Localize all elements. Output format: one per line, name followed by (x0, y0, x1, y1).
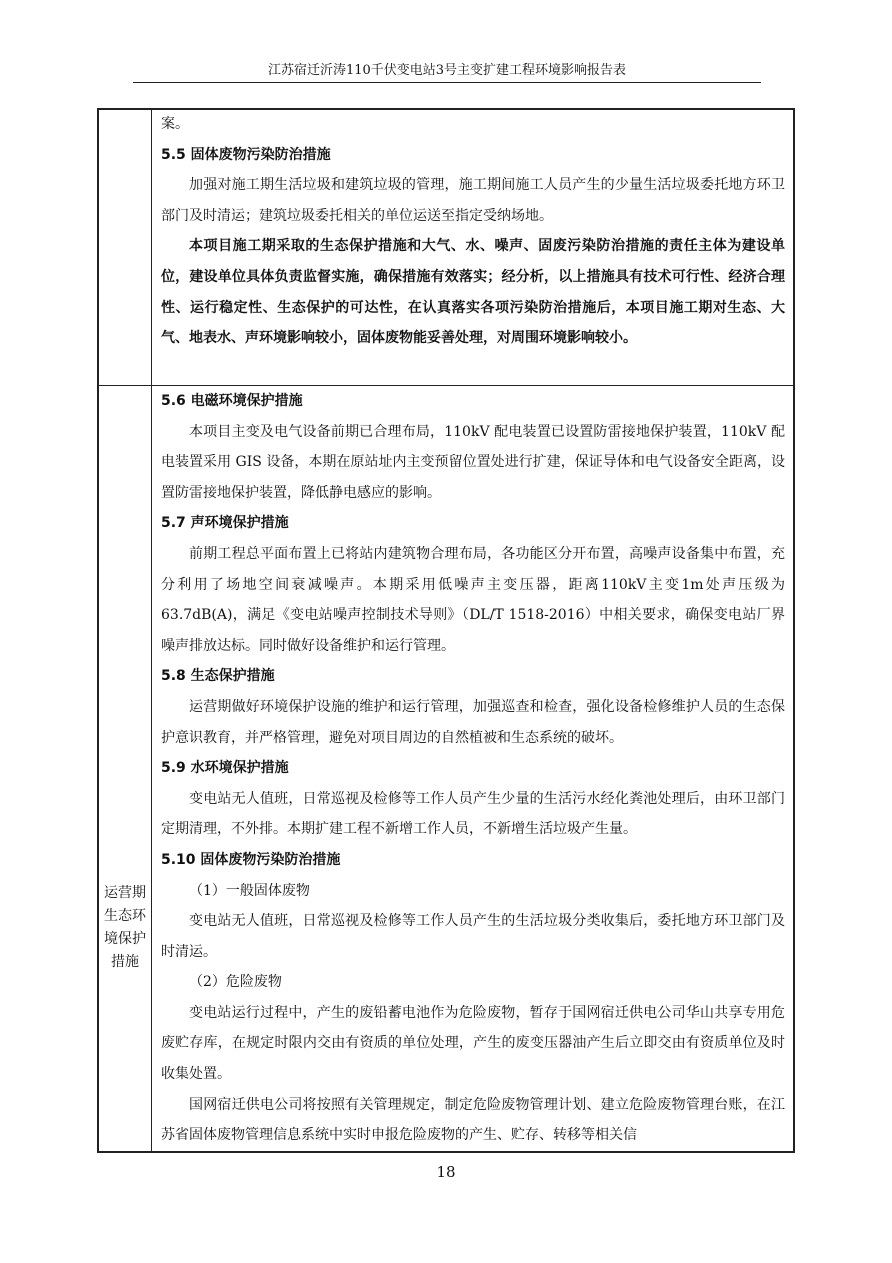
paragraph-5-9: 变电站无人值班，日常巡视及检修等工作人员产生少量的生活污水经化粪池处理后，由环卫部门定期清理，不外排。本期扩建工程不新增工作人员，不新增生活垃圾产生量。 (161, 790, 785, 838)
paragraph-5-8: 运营期做好环境保护设施的维护和运行管理，加强巡查和检查，强化设备检修维护人员的生态保护意识教育，并严格管理，避免对项目周边的自然植被和生态系统的破坏。 (161, 698, 785, 746)
paragraph-5-6: 本项目主变及电气设备前期已合理布局，110kV 配电装置已设置防雷接地保护装置，110kV 配电装置采用 GIS 设备，本期在原站址内主变预留位置处进行扩建，保证导体和电气设备安全距离，设置防雷接地保护装置，降低静电感应的影响。 (161, 423, 785, 501)
column-divider (151, 110, 152, 1151)
section-heading-5-6: 5.6 电磁环境保护措施 (161, 393, 303, 409)
construction-phase-content (161, 109, 785, 354)
section-heading-5-9: 5.9 水环境保护措施 (161, 760, 289, 777)
subheading-general-solid-waste: （1）一般固体废物 (189, 882, 310, 899)
paragraph-5-10-2: 变电站运行过程中，产生的废铅蓄电池作为危险废物，暂存于国网宿迁供电公司华山共享专用危废贮存库，在规定时限内交由有资质的单位处理，产生的废变压器油产生后立即交由有资质单位及时收集处置。 (161, 1004, 785, 1083)
paragraph-5-5: 加强对施工期生活垃圾和建筑垃圾的管理，施工期间施工人员产生的少量生活垃圾委托地方环卫部门及时清运；建筑垃圾委托相关的单位运送至指定受纳场地。 (161, 177, 785, 224)
page-header: 江苏宿迁沂涛110千伏变电站3号主变扩建工程环境影响报告表 (133, 62, 761, 83)
continuation-text: 案。 (161, 116, 189, 132)
section-heading-5-5: 5.5 固体废物污染防治措施 (161, 146, 331, 163)
paragraph-5-10-3: 国网宿迁供电公司将按照有关管理规定，制定危险废物管理计划、建立危险废物管理台账，在江苏省固体废物管理信息系统中实时申报危险废物的产生、贮存、转移等相关信 (161, 1096, 785, 1144)
page-number: 18 (436, 1163, 456, 1181)
operation-phase-content (161, 386, 785, 1151)
measures-table (97, 108, 795, 1153)
paragraph-5-7: 前期工程总平面布置上已将站内建筑物合理布局，各功能区分开布置，高噪声设备集中布置，充分利用了场地空间衰减噪声。本期采用低噪声主变压器，距离110kV主变1m处声压级为63.7dB(A)，满足《变电站噪声控制技术导则》（DL/T 1518-2016）中相关要求，确保变电站厂界噪声排放达标。同时做好设备维护和运行管理。 (161, 545, 785, 654)
section-heading-5-7: 5.7 声环境保护措施 (161, 515, 289, 532)
paragraph-5-10-1: 变电站无人值班，日常巡视及检修等工作人员产生的生活垃圾分类收集后，委托地方环卫部门及时清运。 (161, 913, 785, 960)
row-label-operation-phase: 运营期生态环境保护措施 (104, 885, 146, 970)
subheading-hazardous-waste: （2）危险废物 (189, 974, 282, 991)
section-heading-5-10: 5.10 固体废物污染防治措施 (161, 851, 341, 868)
summary-paragraph: 本项目施工期采取的生态保护措施和大气、水、噪声、固废污染防治措施的责任主体为建设单位，建设单位具体负责监督实施，确保措施有效落实；经分析，以上措施具有技术可行性、经济合理性、运行稳定性、生态保护的可达性，在认真落实各项污染防治措施后，本项目施工期对生态、大气、地表水、声环境影响较小，固体废物能妥善处理，对周围环境影响较小。 (161, 238, 785, 347)
section-heading-5-8: 5.8 生态保护措施 (161, 668, 275, 685)
